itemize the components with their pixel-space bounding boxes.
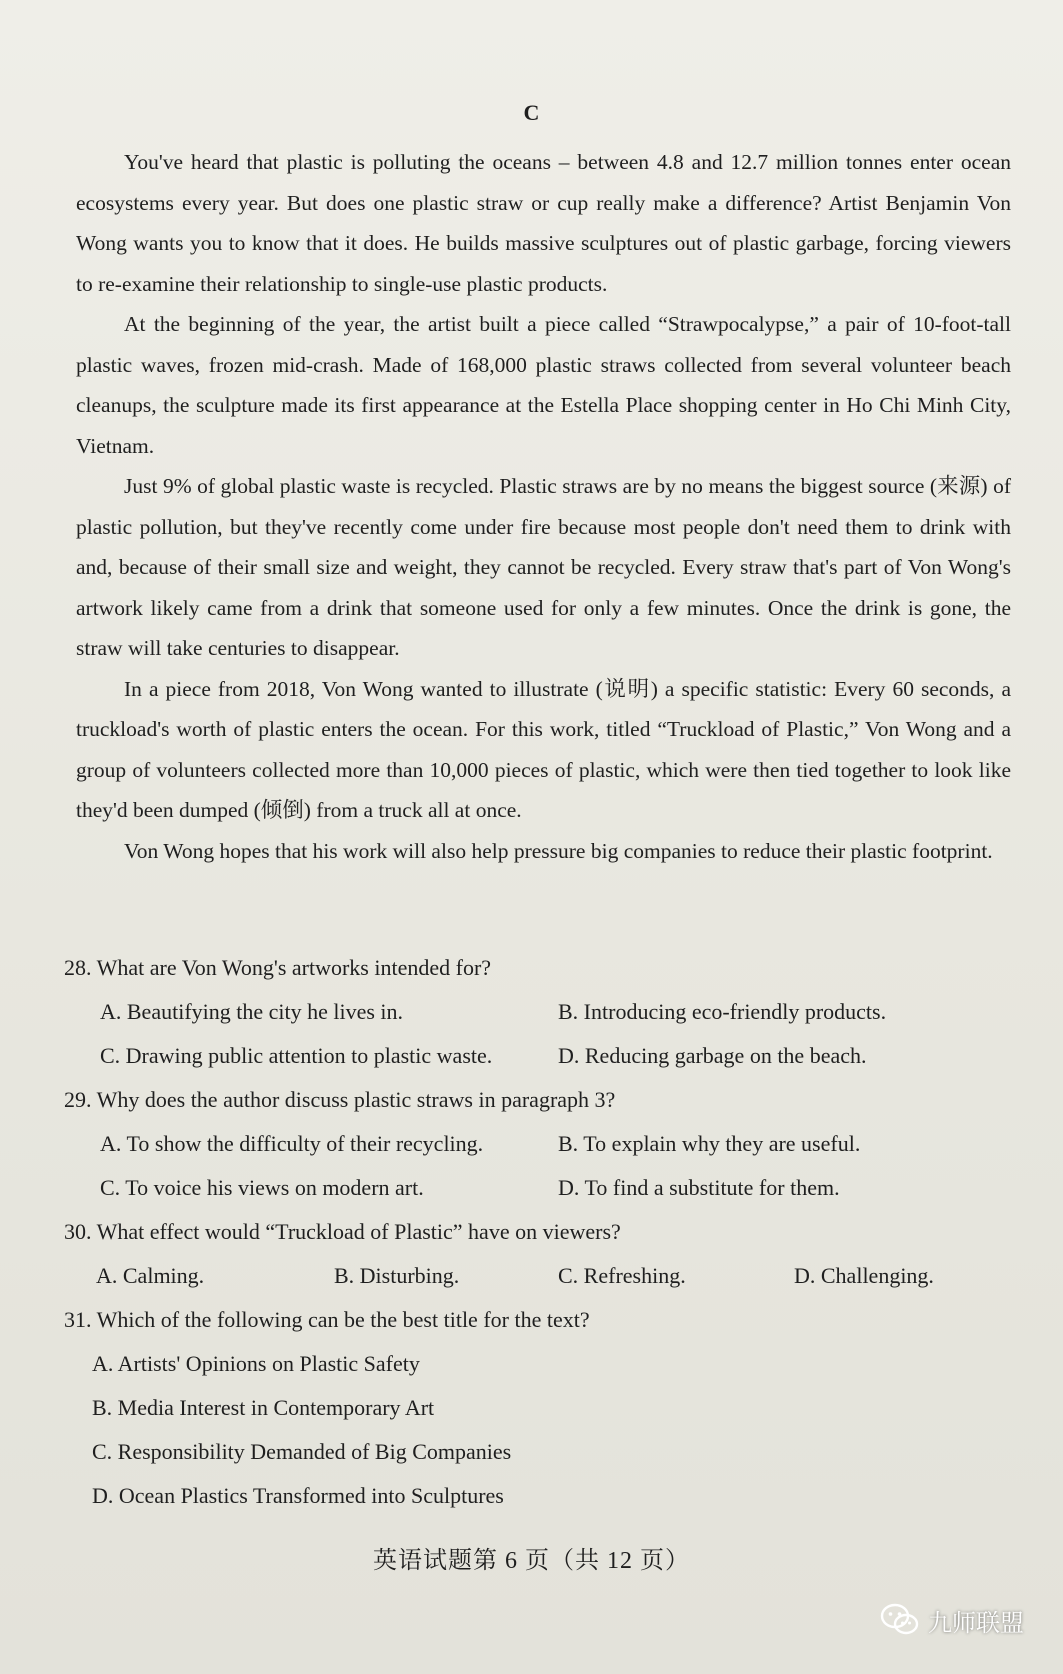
question-list xyxy=(64,946,1014,1518)
wechat-icon xyxy=(880,1603,920,1637)
watermark-text: 九师联盟 xyxy=(928,1608,1024,1637)
question-30 xyxy=(64,1210,1014,1298)
option-row xyxy=(64,1122,1014,1166)
option-a: A. Beautifying the city he lives in. xyxy=(100,999,404,1024)
option-b: B. Media Interest in Contemporary Art xyxy=(92,1395,435,1420)
option-b: B. To explain why they are useful. xyxy=(558,1131,861,1156)
question-29 xyxy=(64,1078,1014,1210)
option-d: D. Challenging. xyxy=(794,1263,934,1288)
option-b: B. Introducing eco-friendly products. xyxy=(558,999,887,1024)
option-b: B. Disturbing. xyxy=(334,1263,460,1288)
option-row xyxy=(64,1254,1014,1298)
option-c: C. Refreshing. xyxy=(558,1263,686,1288)
section-letter: C xyxy=(523,100,540,125)
option-c: C. Drawing public attention to plastic waste. xyxy=(100,1043,493,1068)
option-a: A. To show the difficulty of their recycling. xyxy=(100,1131,484,1156)
question-31 xyxy=(64,1298,1014,1518)
paragraph-2: At the beginning of the year, the artist built a piece called “Strawpocalypse,” a pair of 10-foot-tall plastic waves, frozen mid-crash. Made of 168,000 plastic straws collected from several volunteer beach cleanups, the sculpture made its first appearance at the Estella Place shopping center in Ho Chi Minh City, Vietnam. xyxy=(76,312,1011,458)
option-d: D. To find a substitute for them. xyxy=(558,1175,840,1200)
option-a: A. Artists' Opinions on Plastic Safety xyxy=(92,1351,420,1376)
option-a: A. Calming. xyxy=(96,1263,205,1288)
option-d: D. Ocean Plastics Transformed into Sculptures xyxy=(92,1483,504,1508)
question-28 xyxy=(64,946,1014,1078)
question-stem: 28. What are Von Wong's artworks intended for? xyxy=(64,955,492,980)
question-stem: 31. Which of the following can be the best title for the text? xyxy=(64,1307,590,1332)
reading-passage xyxy=(76,142,1011,871)
option-d: D. Reducing garbage on the beach. xyxy=(558,1043,867,1068)
option-row xyxy=(64,1166,1014,1210)
paragraph-1: You've heard that plastic is polluting the oceans – between 4.8 and 12.7 million tonnes enter ocean ecosystems every year. But does one plastic straw or cup really make a difference? Artist Benjamin Von Wong wants you to know that it does. He builds massive sculptures out of plastic garbage, forcing viewers to re-examine their relationship to single-use plastic products. xyxy=(76,150,1011,296)
option-c: C. Responsibility Demanded of Big Companies xyxy=(92,1439,512,1464)
paragraph-5: Von Wong hopes that his work will also help pressure big companies to reduce their plastic footprint. xyxy=(124,838,993,863)
paragraph-4: In a piece from 2018, Von Wong wanted to illustrate (说明) a specific statistic: Every 60 seconds, a truckload's worth of plastic enters the ocean. For this work, titled “Truckload of Plastic,” Von Wong and a group of volunteers collected more than 10,000 pieces of plastic, which were then tied together to look like they'd been dumped (倾倒) from a truck all at once. xyxy=(76,676,1011,822)
paragraph-3: Just 9% of global plastic waste is recycled. Plastic straws are by no means the biggest source (来源) of plastic pollution, but they've recently come under fire because most people don't need them to drink with and, because of their small size and weight, they cannot be recycled. Every straw that's part of Von Wong's artwork likely came from a drink that someone used for only a few minutes. Once the drink is gone, the straw will take centuries to disappear. xyxy=(76,474,1011,660)
question-stem: 29. Why does the author discuss plastic straws in paragraph 3? xyxy=(64,1087,616,1112)
option-c: C. To voice his views on modern art. xyxy=(100,1175,424,1200)
option-row xyxy=(64,990,1014,1034)
question-stem: 30. What effect would “Truckload of Plastic” have on viewers? xyxy=(64,1219,621,1244)
option-row xyxy=(64,1034,1014,1078)
page-footer: 英语试题第 6 页（共 12 页） xyxy=(373,1548,690,1574)
watermark xyxy=(880,1600,1024,1640)
